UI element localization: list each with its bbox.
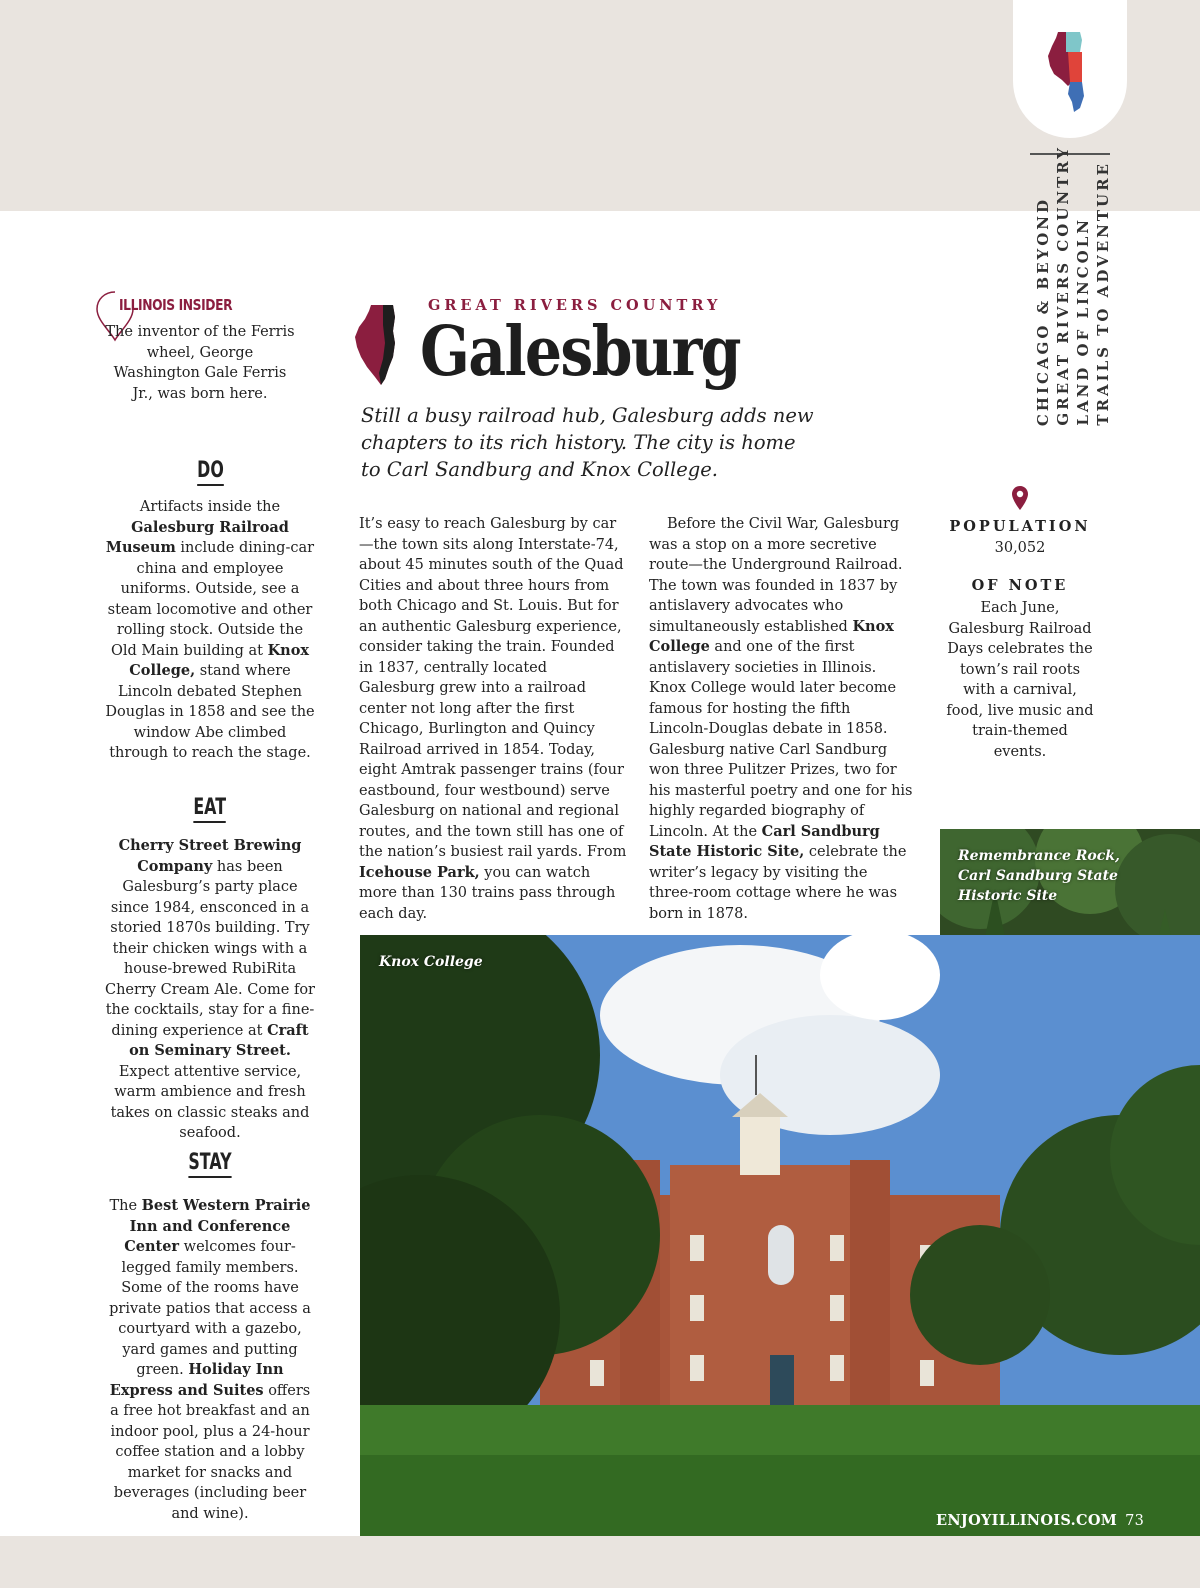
- nav-chicago-beyond[interactable]: CHICAGO & BEYOND: [1034, 196, 1052, 426]
- page-title: Galesburg: [420, 312, 740, 392]
- nav-trails-to-adventure[interactable]: TRAILS TO ADVENTURE: [1094, 161, 1112, 426]
- footer-site[interactable]: ENJOYILLINOIS.COM: [936, 1512, 1118, 1529]
- illinois-silhouette-icon: [353, 303, 403, 391]
- body-column-1: It’s easy to reach Galesburg by car—the town sits along Interstate-74, about 45 minutes south of the Quad Cities and about three hours from both Chicago and St. Louis. But for an authentic Galesburg experience, consider taking the train. Founded in 1837, centrally located Galesburg grew into a railroad center not long after the first Chicago, Burlington and Quincy Railroad arrived in 1854. Today, eight Amtrak passenger trains (four eastbound, four westbound) serve Galesburg on national and regional routes, and the town still has one of the nation’s busiest rail yards. From Icehouse Park, you can watch more than 130 trains pass through each day.: [359, 516, 627, 922]
- illinois-map-icon: [1044, 30, 1096, 114]
- of-note-label: OF NOTE: [971, 577, 1069, 594]
- big-photo-caption: Knox College: [379, 954, 483, 970]
- do-text: Artifacts inside the Galesburg Railroad Museum include dining-car china and employee uniforms. Outside, see a steam locomotive and other rolling stock. Outside the Old Main building at Knox College, stand where Lincoln debated Stephen Douglas in 1858 and see the window Abe climbed through to reach the stage.: [105, 499, 315, 761]
- do-heading: DO: [104, 458, 316, 486]
- location-pin-icon: [1011, 485, 1029, 515]
- section-nav: [1030, 145, 1112, 440]
- illinois-map-tab[interactable]: [1013, 0, 1127, 138]
- body-column-2: Before the Civil War, Galesburg was a stop on a more secretive route—the Underground Railroad. The town was founded in 1837 by antislavery advocates who simultaneously established Knox College and one of the first antislavery societies in Illinois. Knox College would later become famous for hosting the fifth Lincoln-Douglas debate in 1858. Galesburg native Carl Sandburg won three Pulitzer Prizes, two for his masterful poetry and one for his highly regarded biography of Lincoln. At the Carl Sandburg State Historic Site, celebrate the writer’s legacy by visiting the three-room cottage where he was born in 1878.: [649, 516, 913, 922]
- population-value: 30,052: [994, 540, 1046, 556]
- deck-text: Still a busy railroad hub, Galesburg adds new chapters to its rich history. The city is home to Carl Sandburg and Knox College.: [361, 404, 814, 481]
- bottom-band: [0, 1536, 1200, 1588]
- population-label: POPULATION: [949, 518, 1091, 535]
- stay-text: The Best Western Prairie Inn and Conference Center welcomes four-legged family members. Some of the rooms have private patios that access a courtyard with a gazebo, yard games and putting green. Holiday Inn Express and Suites offers a free hot breakfast and an indoor pool, plus a 24-hour coffee station and a lobby market for snacks and beverages (including beer and wine).: [109, 1197, 311, 1522]
- insider-title: ILLINOIS INSIDER: [119, 296, 233, 314]
- page-number: 73: [1125, 1513, 1145, 1529]
- knox-college-photo: [360, 935, 1200, 1536]
- eat-heading: EAT: [104, 795, 316, 823]
- region-kicker: GREAT RIVERS COUNTRY: [428, 297, 722, 314]
- eat-text: Cherry Street Brewing Company has been Galesburg’s party place since 1984, ensconced in a storied 1870s building. Try their chicken wings with a house-brewed RubiRita Cherry Cream Ale. Come for the cocktails, stay for a fine-dining experience at Craft on Seminary Street. Expect attentive service, warm ambience and fresh takes on classic steaks and seafood.: [105, 837, 315, 1141]
- nav-land-of-lincoln[interactable]: LAND OF LINCOLN: [1074, 217, 1092, 426]
- page-footer: [936, 1512, 1144, 1529]
- small-photo-caption: Remembrance Rock, Carl Sandburg State Historic Site: [958, 848, 1120, 904]
- nav-great-rivers-country[interactable]: GREAT RIVERS COUNTRY: [1054, 145, 1072, 426]
- stay-heading: STAY: [104, 1150, 316, 1178]
- of-note-text: Each June, Galesburg Railroad Days celebrates the town’s rail roots with a carnival, food, live music and train-themed events.: [946, 600, 1094, 760]
- insider-text: The inventor of the Ferris wheel, George Washington Gale Ferris Jr., was born here.: [105, 324, 295, 402]
